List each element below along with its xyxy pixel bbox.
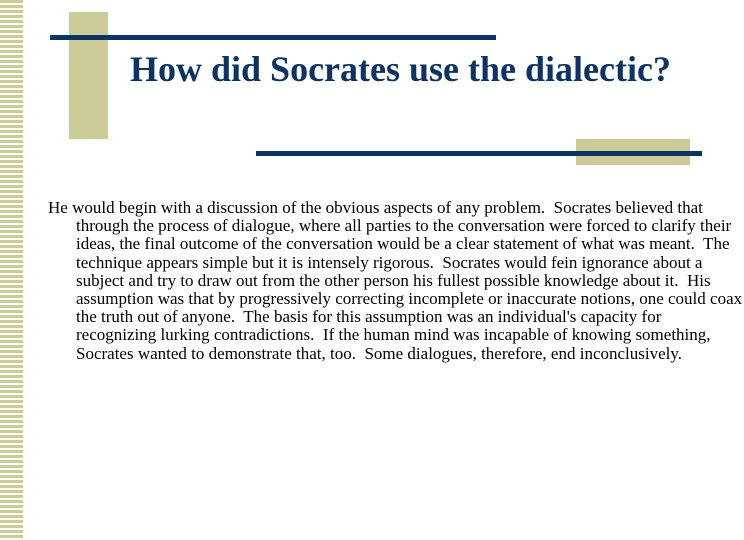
slide-body-text: He would begin with a discussion of the obvious aspects of any problem. Socrates believed that through the process of dialogue, where all parties to the conversation were forced to clarify their ideas, the final outcome of the conversation would be a clear statement of what was meant. The technique appears simple but it is intensely rigorous. Socrates would fein ignorance about a subject and try to draw out from the other person his fullest possible knowledge about it. His assumption was that by progressively correcting incomplete or inaccurate notions, one could coax the truth out of anyone. The basis for this assumption was an individual's capacity for recognizing lurking contradictions. If the human mind was incapable of knowing something, Socrates wanted to demonstrate that, too. Some dialogues, therefore, end inconclusively. <box>48 198 743 363</box>
left-stripe-border <box>0 0 23 540</box>
bottom-title-rule <box>256 151 702 156</box>
top-accent-block <box>69 12 108 139</box>
top-title-rule <box>50 35 496 40</box>
slide-title: How did Socrates use the dialectic? <box>130 49 671 89</box>
